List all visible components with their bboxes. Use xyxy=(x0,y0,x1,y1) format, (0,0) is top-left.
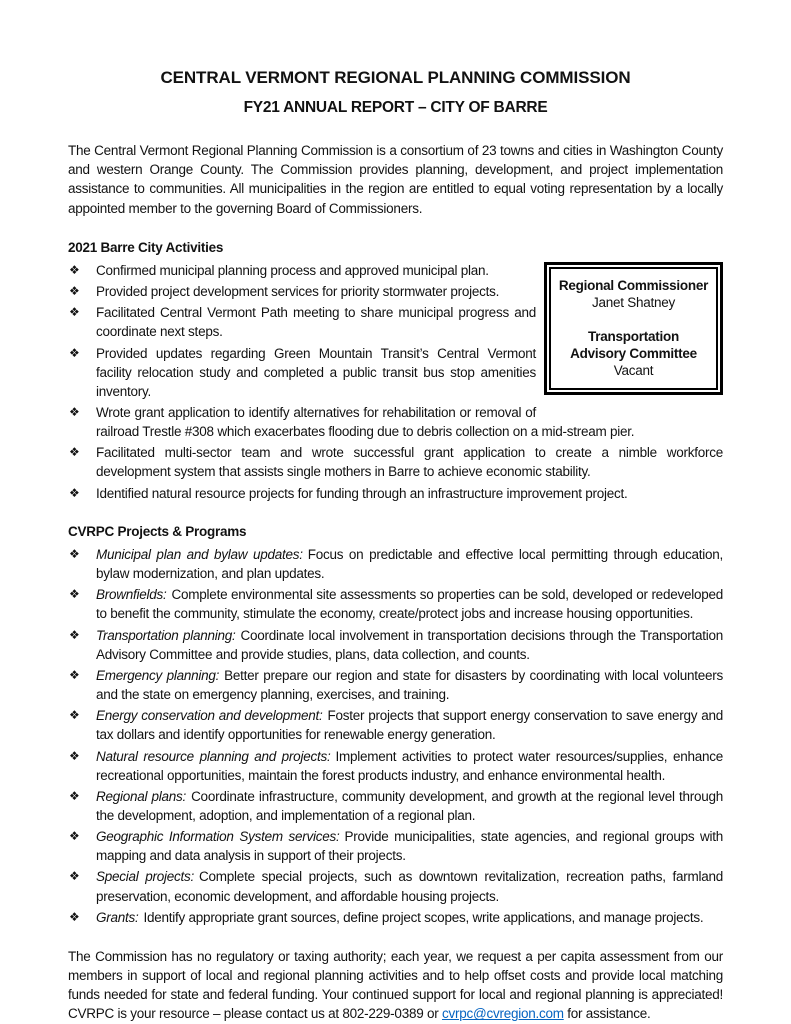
diamond-bullet-icon: ❖ xyxy=(69,829,80,844)
closing-paragraph xyxy=(68,947,723,1024)
activity-item-text: Facilitated multi-sector team and wrote successful grant application to create a nimble workforce development system that assists single mothers in Barre to achieve economic stability. xyxy=(96,445,723,480)
document-title: CENTRAL VERMONT REGIONAL PLANNING COMMISSION xyxy=(160,68,631,87)
diamond-bullet-icon: ❖ xyxy=(69,788,80,803)
diamond-bullet-icon: ❖ xyxy=(69,305,80,320)
committee-label-line1: Transportation xyxy=(587,328,679,344)
activity-item-text: Confirmed municipal planning process and approved municipal plan. xyxy=(96,262,489,278)
program-item-text: Foster projects that support energy conservation to save energy and tax dollars and identify opportunities for renewable energy generation. xyxy=(96,708,723,743)
activity-item xyxy=(68,443,723,481)
closing-text-1: The Commission has no regulatory or taxing authority; each year, we request a per capita assessment from our members in support of local and regional planning activities and to help offset costs and provide local matching funds needed for state and federal funding. Your continued support for local and regional planning is appreciated! CVRPC is your resource – please contact us at xyxy=(68,948,723,1022)
committee-status: Vacant xyxy=(613,362,654,378)
program-item-lead: Special projects: xyxy=(96,869,195,885)
program-item xyxy=(68,787,723,825)
program-item-lead: Regional plans: xyxy=(96,788,187,804)
program-item-text: Complete special projects, such as downtown revitalization, recreation paths, farmland preservation, economic development, and affordable housing projects. xyxy=(96,869,723,904)
phone-number: 802-229-0389 xyxy=(342,1006,424,1022)
program-item xyxy=(68,585,723,623)
activity-item xyxy=(68,303,723,341)
program-item xyxy=(68,706,723,744)
program-item xyxy=(68,908,723,927)
activity-item xyxy=(68,261,723,280)
program-item-lead: Brownfields: xyxy=(96,587,167,603)
activity-item xyxy=(68,282,723,301)
diamond-bullet-icon: ❖ xyxy=(69,345,80,360)
program-item-lead: Grants: xyxy=(96,909,139,925)
program-item xyxy=(68,827,723,865)
program-item-text: Provide municipalities, state agencies, and regional groups with mapping and data analysis in support of their projects. xyxy=(96,829,723,864)
program-item-lead: Geographic Information System services: xyxy=(96,829,340,845)
program-item xyxy=(68,626,723,664)
diamond-bullet-icon: ❖ xyxy=(69,445,80,460)
program-item-lead: Transportation planning: xyxy=(96,627,236,643)
activity-item-text: Wrote grant application to identify alternatives for rehabilitation or removal of railroad Trestle #308 which exacerbates flooding due to debris collection on a mid-stream pier. xyxy=(96,405,635,440)
diamond-bullet-icon: ❖ xyxy=(69,748,80,763)
closing-text-2: or xyxy=(423,1006,442,1022)
activities-list xyxy=(68,261,723,503)
diamond-bullet-icon: ❖ xyxy=(69,667,80,682)
email-link[interactable]: cvrpc@cvregion.com xyxy=(441,1006,564,1022)
diamond-bullet-icon: ❖ xyxy=(69,546,80,561)
program-item-lead: Municipal plan and bylaw updates: xyxy=(96,546,303,562)
closing-text-3: for assistance. xyxy=(563,1006,651,1022)
program-item-text: Focus on predictable and effective local permitting through education, bylaw modernization, and plan updates. xyxy=(96,546,723,582)
programs-heading: CVRPC Projects & Programs xyxy=(68,523,247,539)
program-item-text: Better prepare our region and state for disasters by coordinating with local volunteers and the state on emergency planning, exercises, and training. xyxy=(96,667,724,703)
program-item xyxy=(68,747,723,785)
activities-heading: 2021 Barre City Activities xyxy=(68,239,224,255)
intro-paragraph: The Central Vermont Regional Planning Commission is a consortium of 23 towns and cities in Washington County and western Orange County. The Commission provides planning, development, and project implementation assistance to communities. All municipalities in the region are entitled to equal voting representation by a locally appointed member to the governing Board of Commissioners. xyxy=(68,143,723,216)
diamond-bullet-icon: ❖ xyxy=(69,909,80,924)
program-item-text: Coordinate infrastructure, community development, and growth at the regional level through the development, adoption, and implementation of a regional plan. xyxy=(96,788,723,823)
diamond-bullet-icon: ❖ xyxy=(69,869,80,884)
programs-list xyxy=(68,545,723,927)
program-item-lead: Emergency planning: xyxy=(96,667,220,683)
diamond-bullet-icon: ❖ xyxy=(69,485,80,500)
program-item xyxy=(68,666,723,704)
activity-item-text: Provided updates regarding Green Mountain Transit’s Central Vermont facility relocation study and completed a public transit bus stop amenities inventory. xyxy=(96,345,536,399)
program-item-text: Complete environmental site assessments so properties can be sold, developed or redeveloped to benefit the community, stimulate the economy, create/protect jobs and increase housing opportunities. xyxy=(96,587,723,622)
program-item xyxy=(68,867,723,905)
committee-label-line2: Advisory Committee xyxy=(570,345,697,361)
diamond-bullet-icon: ❖ xyxy=(69,708,80,723)
diamond-bullet-icon: ❖ xyxy=(69,405,80,419)
activity-item xyxy=(68,484,723,503)
activity-item-text: Identified natural resource projects for funding through an infrastructure improvement project. xyxy=(96,485,628,501)
program-item-lead: Energy conservation and development: xyxy=(96,708,323,724)
commissioner-name: Janet Shatney xyxy=(591,294,676,310)
activity-item-text: Facilitated Central Vermont Path meeting to share municipal progress and coordinate next steps. xyxy=(96,305,536,340)
diamond-bullet-icon: ❖ xyxy=(69,262,80,277)
activity-item xyxy=(68,344,723,401)
program-item-text: Coordinate local involvement in transportation decisions through the Transportation Advisory Committee and provide studies, plans, data collection, and counts. xyxy=(96,627,723,662)
program-item-text: Identify appropriate grant sources, define project scopes, write applications, and manage projects. xyxy=(143,909,704,925)
diamond-bullet-icon: ❖ xyxy=(69,284,80,299)
diamond-bullet-icon: ❖ xyxy=(69,587,80,602)
diamond-bullet-icon: ❖ xyxy=(69,627,80,642)
program-item-text: Implement activities to protect water resources/supplies, enhance recreational opportunities, maintain the forest products industry, and enhance environmental health. xyxy=(96,748,723,783)
activity-item xyxy=(68,403,723,441)
commissioner-role-label: Regional Commissioner xyxy=(558,277,709,293)
document-subtitle: FY21 ANNUAL REPORT – CITY OF BARRE xyxy=(243,99,548,117)
program-item xyxy=(68,545,723,583)
program-item-lead: Natural resource planning and projects: xyxy=(96,748,331,764)
activity-item-text: Provided project development services for priority stormwater projects. xyxy=(96,284,500,300)
